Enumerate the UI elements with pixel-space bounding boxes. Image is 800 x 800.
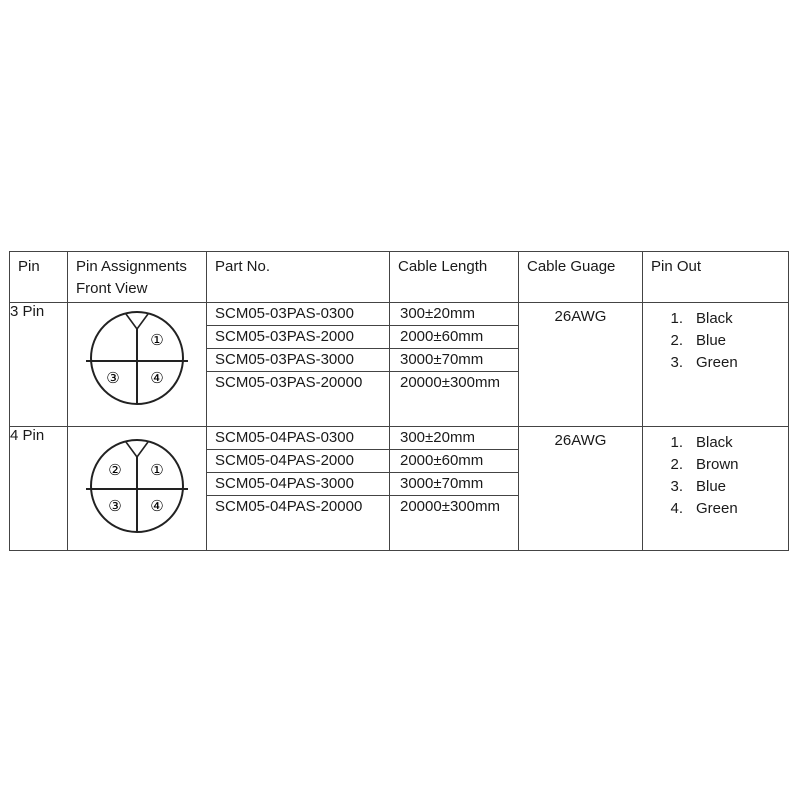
cable-lengths-cell: [390, 427, 519, 551]
cable-length: 20000±300mm: [400, 374, 500, 391]
part-number: SCM05-03PAS-20000: [215, 374, 363, 391]
pin-out-color: Green: [696, 500, 738, 517]
pin-label-4: ④: [150, 497, 164, 515]
pin-label-1: ①: [150, 331, 164, 349]
cable-gauge-cell: 26AWG: [519, 427, 643, 551]
pin-out-color: Blue: [696, 478, 727, 495]
header-cable-length: Cable Length: [390, 252, 519, 303]
pin-count-cell: 3 Pin: [10, 303, 68, 427]
cable-length: 3000±70mm: [390, 473, 518, 496]
cable-length: 300±20mm: [390, 427, 518, 450]
cable-length: 300±20mm: [390, 303, 518, 326]
connector-4pin-diagram: [68, 427, 207, 545]
pin-label-3: ③: [106, 369, 120, 387]
key-notch: [126, 314, 148, 329]
pin-out-list: [643, 432, 788, 520]
pin-out-number: 1.: [670, 310, 683, 327]
connector-spec-table: [9, 251, 789, 551]
pin-out-color: Black: [696, 310, 733, 327]
list-item: [643, 432, 788, 454]
pin-out-list: [643, 308, 788, 374]
cable-lengths-cell: [390, 303, 519, 427]
pin-out-number: 2.: [670, 332, 683, 349]
list-item: [643, 352, 788, 374]
pin-out-number: 2.: [670, 456, 683, 473]
header-row: [10, 252, 789, 303]
part-number: SCM05-04PAS-20000: [215, 498, 363, 515]
table-row: [10, 427, 789, 551]
pin-count-cell: 4 Pin: [10, 427, 68, 551]
pin-out-color: Green: [696, 354, 738, 371]
part-number: SCM05-03PAS-3000: [207, 349, 389, 372]
list-item: [643, 476, 788, 498]
part-number: SCM05-03PAS-2000: [207, 326, 389, 349]
cable-length: 2000±60mm: [390, 326, 518, 349]
pin-label-4: ④: [150, 369, 164, 387]
header-pin: Pin: [10, 252, 68, 303]
header-part-no: Part No.: [207, 252, 390, 303]
part-number: SCM05-04PAS-3000: [207, 473, 389, 496]
list-item: [643, 498, 788, 520]
part-numbers-cell: [207, 303, 390, 427]
list-item: [643, 330, 788, 352]
pin-out-color: Blue: [696, 332, 727, 349]
pin-out-number: 3.: [670, 478, 683, 495]
header-pin-assignments: [68, 252, 207, 303]
key-notch: [126, 442, 148, 457]
pin-label-3: ③: [108, 497, 122, 515]
pin-out-number: 4.: [670, 500, 683, 517]
pin-out-cell: [643, 303, 789, 427]
pin-out-cell: [643, 427, 789, 551]
header-pin-assignments-line1: Pin Assignments: [76, 258, 187, 275]
pin-label-1: ①: [150, 461, 164, 479]
pin-label-2: ②: [108, 461, 122, 479]
header-cable-gauge: Cable Guage: [519, 252, 643, 303]
header-pin-assignments-line2: Front View: [76, 280, 148, 297]
part-number: SCM05-04PAS-0300: [207, 427, 389, 450]
part-number: SCM05-03PAS-0300: [207, 303, 389, 326]
pin-out-number: 3.: [670, 354, 683, 371]
list-item: [643, 308, 788, 330]
pin-out-color: Brown: [696, 456, 739, 473]
table-row: [10, 303, 789, 427]
cable-length: 20000±300mm: [400, 498, 500, 515]
part-number: SCM05-04PAS-2000: [207, 450, 389, 473]
cable-length: 2000±60mm: [390, 450, 518, 473]
cable-gauge-cell: 26AWG: [519, 303, 643, 427]
list-item: [643, 454, 788, 476]
pin-out-number: 1.: [670, 434, 683, 451]
pin-out-color: Black: [696, 434, 733, 451]
pin-diagram-cell: [68, 427, 207, 551]
connector-3pin-diagram: [68, 303, 207, 421]
part-numbers-cell: [207, 427, 390, 551]
header-pin-out: Pin Out: [643, 252, 789, 303]
pin-diagram-cell: [68, 303, 207, 427]
cable-length: 3000±70mm: [390, 349, 518, 372]
